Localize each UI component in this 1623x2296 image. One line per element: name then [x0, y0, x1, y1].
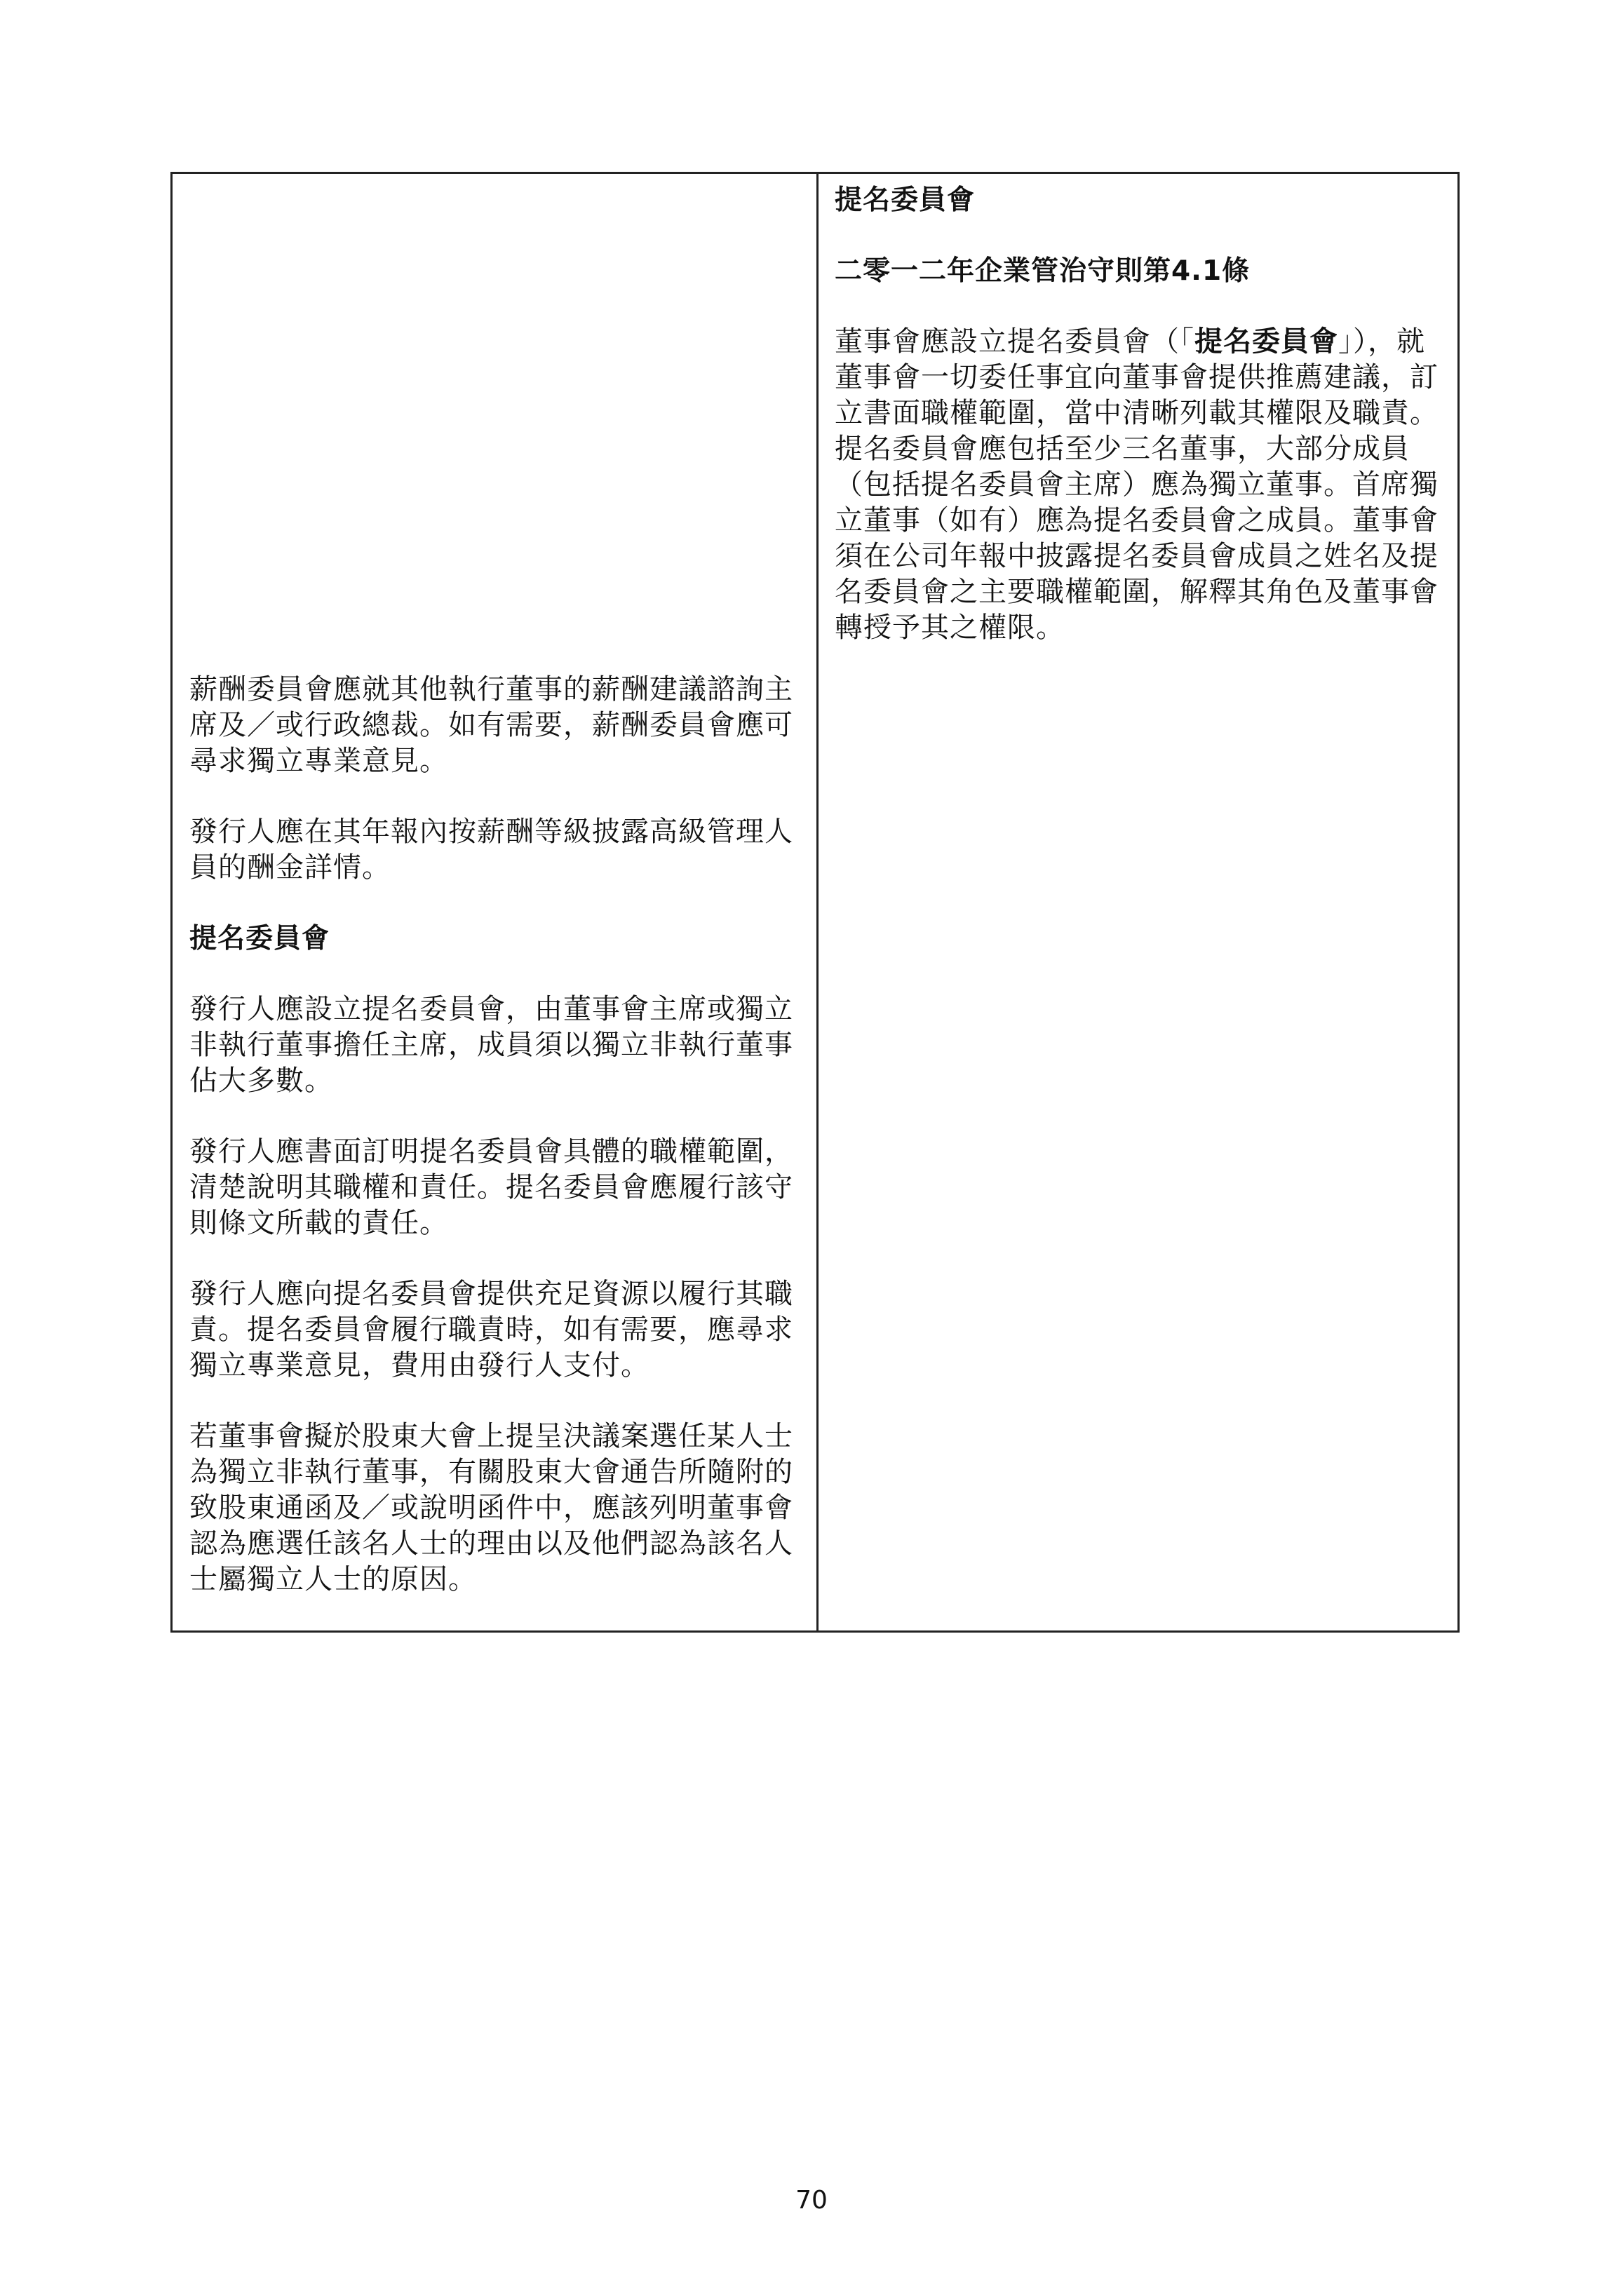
- right-section-heading: 提名委員會: [835, 184, 976, 216]
- nomination-terms-paragraph: 發行人應書面訂明提名委員會具體的職權範圍，清楚說明其職權和責任。提名委員會應履行該守則條文所載的責任。: [189, 1135, 793, 1239]
- remuneration-disclosure-paragraph: 發行人應在其年報內按薪酬等級披露高級管理人員的酬金詳情。: [189, 816, 793, 884]
- nomination-setup-paragraph: 發行人應設立提名委員會，由董事會主席或獨立非執行董事擔任主席，成員須以獨立非執行董事佔大多數。: [189, 993, 793, 1097]
- right-column: [835, 174, 1450, 681]
- defined-term: 提名委員會: [1194, 325, 1338, 358]
- code-reference-heading: 二零一二年企業管治守則第4.1條: [835, 255, 1251, 287]
- paragraph-text-start: 董事會應設立提名委員會（「: [835, 325, 1194, 358]
- left-section-heading: 提名委員會: [189, 923, 330, 954]
- comparison-table: [170, 172, 1460, 1633]
- nomination-resources-paragraph: 發行人應向提名委員會提供充足資源以履行其職責。提名委員會履行職責時，如有需要，應尋求獨立專業意見，費用由發行人支付。: [189, 1278, 793, 1382]
- paragraph-text-rest: 」），就董事會一切委任事宜向董事會提供推薦建議，訂立書面職權範圍，當中清晰列載其權限及職責。提名委員會應包括至少三名董事，大部分成員（包括提名委員會主席）應為獨立董事。首席獨立董事（如有）應為提名委員會之成員。董事會須在公司年報中披露提名委員會成員之姓名及提名委員會之主要職權範圍，解釋其角色及董事會轉授予其之權限。: [835, 325, 1439, 644]
- remuneration-consultation-paragraph: 薪酬委員會應就其他執行董事的薪酬建議諮詢主席及／或行政總裁。如有需要，薪酬委員會應可尋求獨立專業意見。: [189, 673, 793, 777]
- left-column: [189, 174, 807, 1633]
- page-number: 70: [795, 2186, 828, 2215]
- independent-director-paragraph: 若董事會擬於股東大會上提呈決議案選任某人士為獨立非執行董事，有關股東大會通告所隨附的致股東通函及／或說明函件中，應該列明董事會認為應選任該名人士的理由以及他們認為該名人士屬獨立人士的原因。: [189, 1420, 793, 1595]
- nomination-committee-paragraph: [835, 324, 1450, 646]
- column-divider: [816, 174, 819, 1630]
